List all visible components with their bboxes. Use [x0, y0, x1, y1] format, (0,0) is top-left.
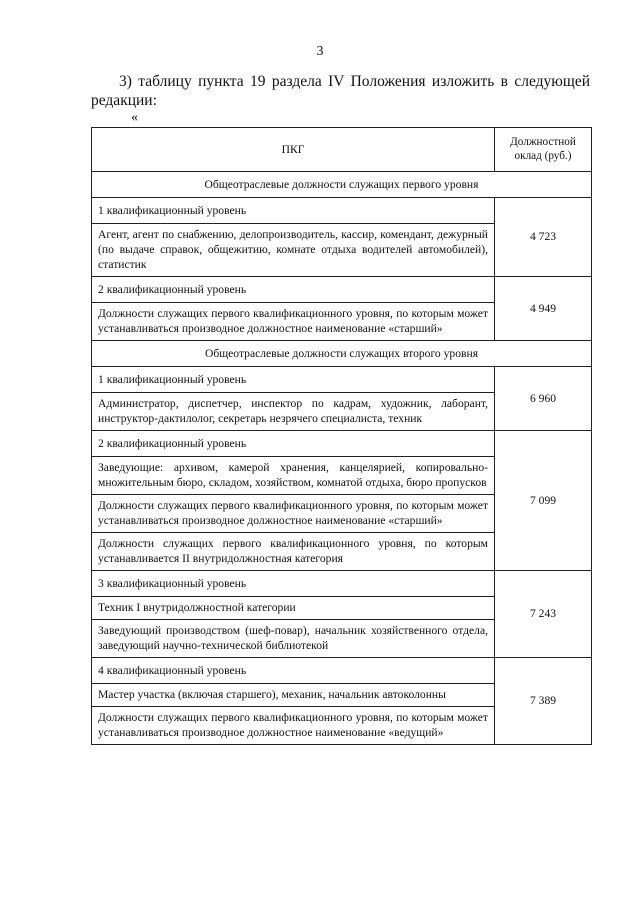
- opening-quote-mark: «: [131, 110, 138, 125]
- level-label: 3 квалификационный уровень: [92, 571, 495, 597]
- salary-value: 6 960: [495, 367, 592, 431]
- position-description: Должности служащих первого квалификационного уровня, по которым может устанавливаться производное должностное наименование «старший»: [92, 495, 495, 533]
- level-row: [92, 367, 592, 393]
- position-description: Должности служащих первого квалификационного уровня, по которым может устанавливаться производное должностное наименование «ведущий»: [92, 707, 495, 745]
- position-description: Должности служащих первого квалификационного уровня, по которым устанавливается II внутридолжностная категория: [92, 533, 495, 571]
- level-row: [92, 571, 592, 597]
- salary-value: 4 949: [495, 277, 592, 341]
- page-number: 3: [316, 44, 324, 59]
- group-row: [92, 172, 592, 198]
- position-description: Заведующий производством (шеф-повар), начальник хозяйственного отдела, заведующий научно-технической библиотекой: [92, 620, 495, 658]
- group-row: [92, 341, 592, 367]
- position-description: Должности служащих первого квалификационного уровня, по которым может устанавливаться производное должностное наименование «старший»: [92, 303, 495, 341]
- level-label: 1 квалификационный уровень: [92, 367, 495, 393]
- level-label: 4 квалификационный уровень: [92, 658, 495, 684]
- level-label: 2 квалификационный уровень: [92, 431, 495, 457]
- intro-text: 3) таблицу пункта 19 раздела IV Положения изложить в следующей редакции:: [91, 73, 590, 109]
- level-row: [92, 277, 592, 303]
- intro-paragraph: [91, 72, 590, 110]
- salary-table: [91, 127, 592, 745]
- salary-value: 7 099: [495, 431, 592, 571]
- level-label: 2 квалификационный уровень: [92, 277, 495, 303]
- level-row: [92, 198, 592, 224]
- header-salary: Должностной оклад (руб.): [495, 128, 592, 172]
- position-description: Администратор, диспетчер, инспектор по кадрам, художник, лаборант, инструктор-дактилолог, секретарь незрячего специалиста, техник: [92, 393, 495, 431]
- level-row: [92, 431, 592, 457]
- salary-value: 4 723: [495, 198, 592, 277]
- position-description: Заведующие: архивом, камерой хранения, канцелярией, копировально-множительным бюро, складом, хозяйством, комнатой отдыха, бюро пропусков: [92, 457, 495, 495]
- table-header-row: [92, 128, 592, 172]
- position-description: Мастер участка (включая старшего), механик, начальник автоколонны: [92, 684, 495, 707]
- table-body: [92, 172, 592, 745]
- level-row: [92, 658, 592, 684]
- group-title: Общеотраслевые должности служащих первого уровня: [92, 172, 592, 198]
- group-title: Общеотраслевые должности служащих второго уровня: [92, 341, 592, 367]
- position-description: Техник I внутридолжностной категории: [92, 597, 495, 620]
- level-label: 1 квалификационный уровень: [92, 198, 495, 224]
- position-description: Агент, агент по снабжению, делопроизводитель, кассир, комендант, дежурный (по выдаче справок, общежитию, комнате отдыха водителей автомобилей), статистик: [92, 224, 495, 277]
- salary-value: 7 389: [495, 658, 592, 745]
- salary-value: 7 243: [495, 571, 592, 658]
- header-pkg: ПКГ: [92, 128, 495, 172]
